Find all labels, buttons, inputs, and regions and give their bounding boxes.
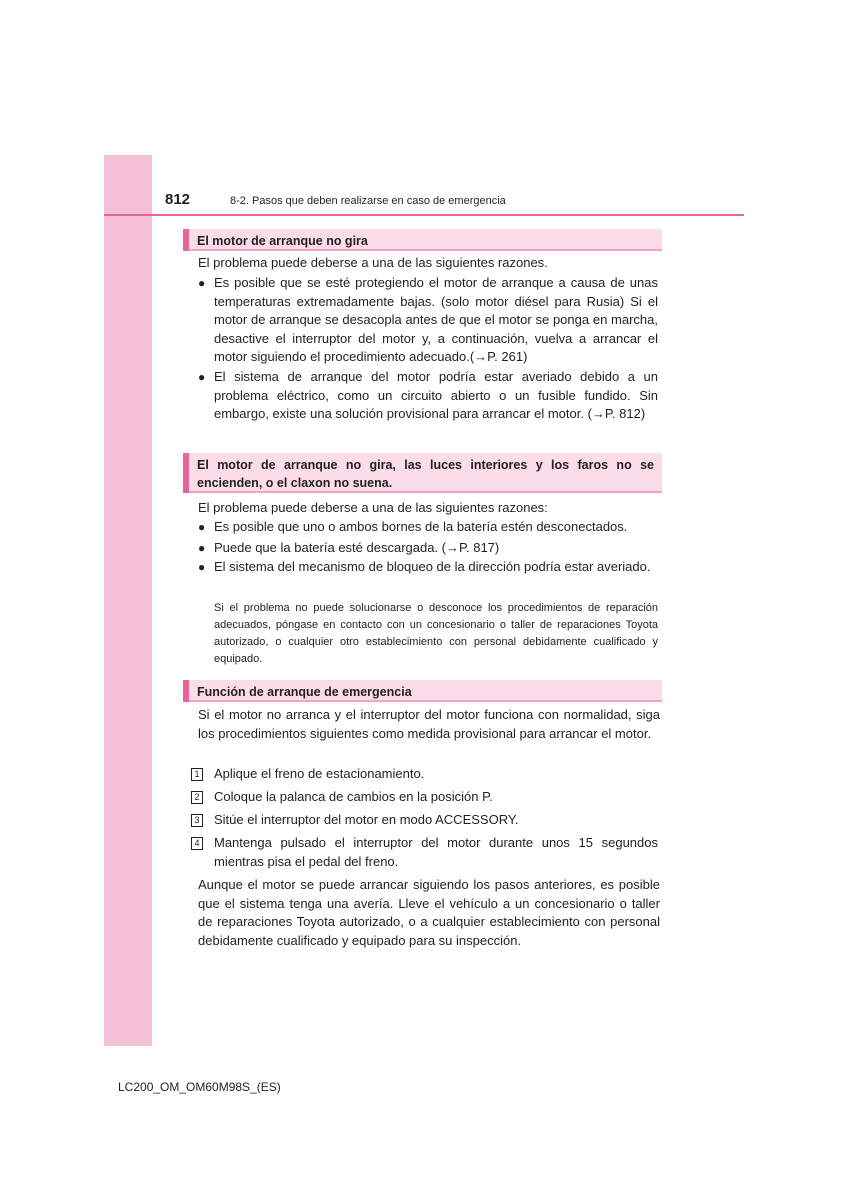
- bullet-text: El sistema del mecanismo de bloqueo de la dirección podría estar averiado.: [214, 559, 651, 574]
- section-heading-text: Función de arranque de emergencia: [197, 685, 412, 699]
- bullet-text: Es posible que se esté protegiendo el motor de arranque a causa de unas temperaturas extremadamente bajas. (solo motor diésel para Rusia) Si el motor de arranque se desacopla antes de que el motor se ponga en marcha, desactive el interruptor del motor y, a continuación, vuelva a arrancar el motor siguiendo el procedimiento adecuado.(→P. 261): [214, 275, 658, 365]
- section-heading-lights: [183, 453, 662, 493]
- section-note: Si el problema no puede solucionarse o desconoce los procedimientos de reparación adecuados, póngase en contacto con un concesionario o taller de reparaciones Toyota autorizado, o cualquier otro establecimiento con personal debidamente cualificado y equipado.: [214, 602, 658, 665]
- side-band: [104, 155, 152, 1046]
- step-number-badge: 2: [191, 791, 203, 804]
- section-heading-starter: [183, 229, 662, 251]
- section-intro: Si el motor no arranca y el interruptor del motor funciona con normalidad, siga los procedimientos siguientes como medida provisional para arrancar el motor.: [198, 707, 660, 741]
- bullet-text: Puede que la batería esté descargada. (→P. 817): [214, 540, 500, 555]
- bullet-dot-icon: ●: [198, 276, 206, 290]
- page-number: 812: [165, 191, 191, 208]
- section-heading-text: El motor de arranque no gira, las luces interiores y los faros no se encienden, o el claxon no suena.: [197, 458, 654, 490]
- step-text: Sitúe el interruptor del motor en modo ACCESSORY.: [214, 812, 519, 827]
- step-number-badge: 3: [191, 814, 203, 827]
- bullet-dot-icon: ●: [198, 560, 206, 574]
- step-text: Aplique el freno de estacionamiento.: [214, 766, 425, 781]
- section-intro: El problema puede deberse a una de las siguientes razones.: [198, 255, 548, 270]
- bullet-text: El sistema de arranque del motor podría estar averiado debido a un problema eléctrico, como un circuito abierto o un fusible fundido. Sin embargo, existe una solución provisional para arrancar el motor. (→P. 812): [214, 369, 658, 422]
- chapter-title: 8-2. Pasos que deben realizarse en caso de emergencia: [230, 195, 506, 207]
- section-heading-text: El motor de arranque no gira: [197, 234, 368, 248]
- section-heading-emergency: [183, 680, 662, 702]
- bullet-text: Es posible que uno o ambos bornes de la batería estén desconectados.: [214, 519, 628, 534]
- section-outro: Aunque el motor se puede arrancar siguiendo los pasos anteriores, es posible que el sistema tenga una avería. Lleve el vehículo a un concesionario o taller de reparaciones Toyota autorizado, o a cualquier establecimiento con personal debidamente cualificado y equipado para su inspección.: [198, 877, 660, 948]
- header-rule: [104, 214, 744, 216]
- bullet-dot-icon: ●: [198, 370, 206, 384]
- step-text: Mantenga pulsado el interruptor del motor durante unos 15 segundos mientras pisa el pedal del freno.: [214, 835, 658, 869]
- bullet-dot-icon: ●: [198, 541, 206, 555]
- document-code: LC200_OM_OM60M98S_(ES): [118, 1080, 281, 1094]
- step-number-badge: 1: [191, 768, 203, 781]
- bullet-dot-icon: ●: [198, 520, 206, 534]
- section-intro: El problema puede deberse a una de las siguientes razones:: [198, 500, 548, 515]
- step-text: Coloque la palanca de cambios en la posición P.: [214, 789, 493, 804]
- step-number-badge: 4: [191, 837, 203, 850]
